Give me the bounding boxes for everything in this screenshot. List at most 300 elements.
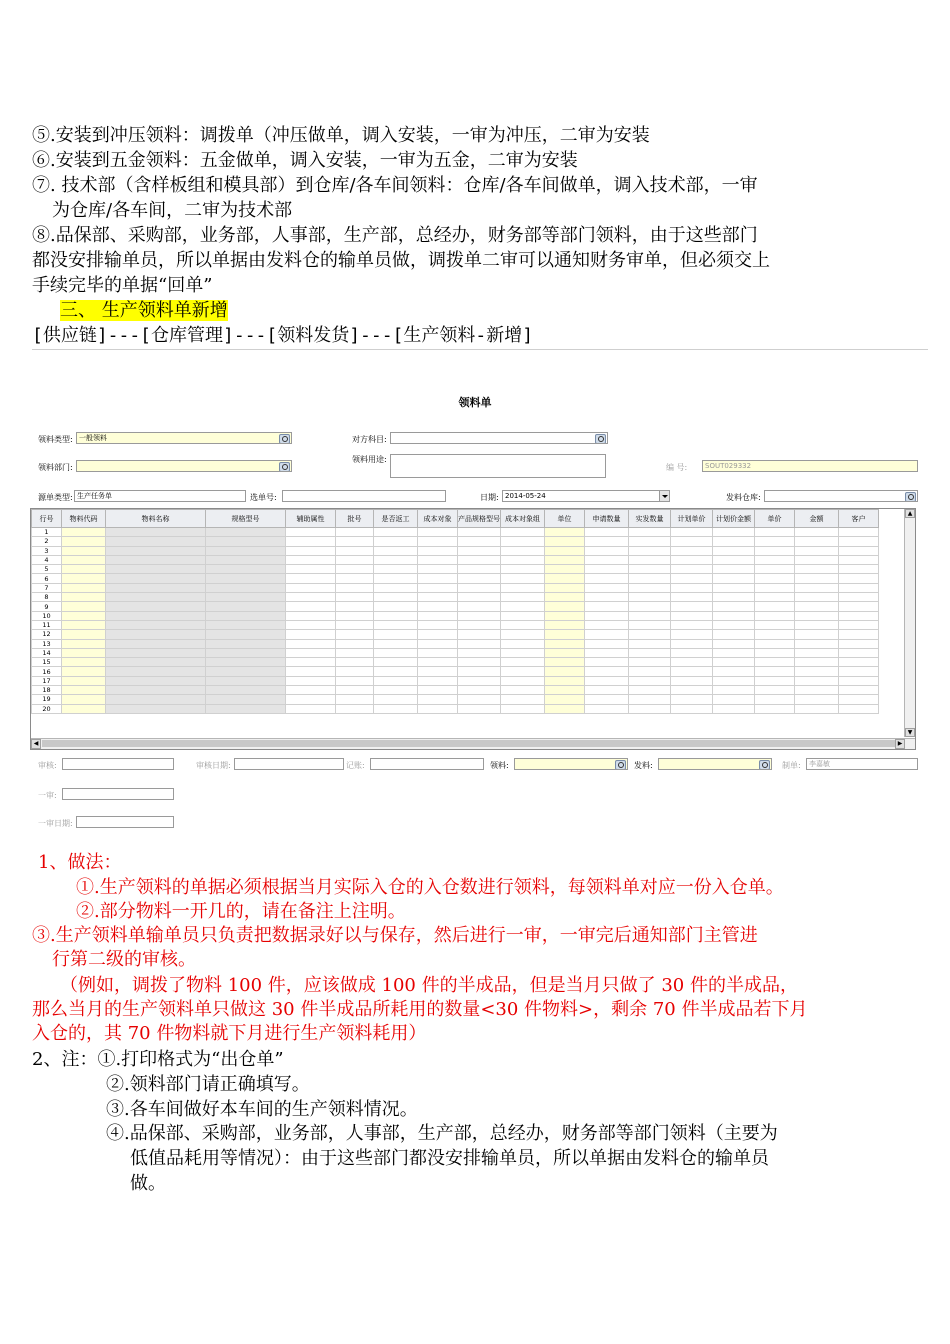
grid-cell[interactable] (713, 528, 755, 537)
grid-cell[interactable] (671, 611, 713, 620)
grid-cell[interactable] (755, 658, 795, 667)
grid-cell[interactable] (795, 676, 839, 685)
column-header[interactable]: 客户 (839, 510, 879, 528)
grid-cell[interactable] (62, 686, 106, 695)
grid-cell[interactable] (545, 620, 585, 629)
grid-cell[interactable] (839, 667, 879, 676)
grid-cell[interactable] (206, 528, 286, 537)
grid-cell[interactable] (62, 620, 106, 629)
grid-cell[interactable] (374, 676, 418, 685)
grid-cell[interactable] (458, 630, 501, 639)
grid-cell[interactable] (106, 704, 206, 713)
grid-cell[interactable] (458, 620, 501, 629)
grid-cell[interactable] (106, 602, 206, 611)
grid-cell[interactable] (671, 602, 713, 611)
grid-cell[interactable] (62, 639, 106, 648)
grid-cell[interactable] (501, 537, 545, 546)
grid-cell[interactable] (839, 630, 879, 639)
grid-cell[interactable] (374, 602, 418, 611)
grid-cell[interactable] (545, 602, 585, 611)
column-header[interactable]: 物料代码 (62, 510, 106, 528)
purpose-field[interactable] (390, 454, 606, 478)
grid-cell[interactable] (336, 537, 374, 546)
grid-cell[interactable] (755, 630, 795, 639)
grid-cell[interactable] (671, 620, 713, 629)
grid-cell[interactable] (374, 639, 418, 648)
grid-cell[interactable] (206, 537, 286, 546)
column-header[interactable]: 成本对象组 (501, 510, 545, 528)
grid-cell[interactable] (755, 574, 795, 583)
grid-cell[interactable] (585, 620, 629, 629)
grid-cell[interactable] (545, 574, 585, 583)
grid-cell[interactable] (106, 639, 206, 648)
grid-cell[interactable] (286, 555, 336, 564)
grid-cell[interactable] (585, 583, 629, 592)
grid-cell[interactable] (62, 555, 106, 564)
grid-cell[interactable] (839, 574, 879, 583)
grid-cell[interactable] (501, 667, 545, 676)
grid-cell[interactable] (755, 602, 795, 611)
grid-cell[interactable] (458, 583, 501, 592)
grid-cell[interactable] (458, 676, 501, 685)
grid-cell[interactable] (585, 537, 629, 546)
grid-cell[interactable] (839, 611, 879, 620)
grid-cell[interactable] (418, 695, 458, 704)
grid-cell[interactable] (755, 555, 795, 564)
grid-cell[interactable] (585, 676, 629, 685)
table-row[interactable] (32, 658, 879, 667)
grid-cell[interactable] (418, 676, 458, 685)
grid-cell[interactable] (713, 620, 755, 629)
grid-cell[interactable] (501, 555, 545, 564)
grid-cell[interactable] (795, 667, 839, 676)
grid-cell[interactable] (62, 695, 106, 704)
horizontal-scrollbar[interactable] (31, 738, 915, 749)
grid-cell[interactable] (839, 528, 879, 537)
grid-cell[interactable] (713, 630, 755, 639)
grid-cell[interactable] (374, 686, 418, 695)
grid-cell[interactable] (106, 667, 206, 676)
grid-cell[interactable] (418, 583, 458, 592)
grid-cell[interactable] (62, 676, 106, 685)
grid-cell[interactable] (839, 695, 879, 704)
table-row[interactable] (32, 546, 879, 555)
grid-cell[interactable] (62, 546, 106, 555)
grid-cell[interactable] (713, 695, 755, 704)
grid-cell[interactable] (418, 593, 458, 602)
grid-cell[interactable] (106, 574, 206, 583)
grid-cell[interactable] (755, 611, 795, 620)
grid-cell[interactable] (106, 648, 206, 657)
column-header[interactable]: 单位 (545, 510, 585, 528)
grid-cell[interactable] (671, 546, 713, 555)
grid-cell[interactable] (795, 593, 839, 602)
grid-cell[interactable] (585, 667, 629, 676)
grid-cell[interactable] (374, 565, 418, 574)
grid-cell[interactable] (106, 695, 206, 704)
grid-cell[interactable] (671, 583, 713, 592)
grid-cell[interactable] (418, 574, 458, 583)
table-row[interactable] (32, 611, 879, 620)
grid-cell[interactable] (106, 537, 206, 546)
grid-cell[interactable] (336, 667, 374, 676)
grid-cell[interactable] (585, 593, 629, 602)
grid-cell[interactable] (585, 611, 629, 620)
grid-cell[interactable] (286, 611, 336, 620)
grid-cell[interactable] (585, 565, 629, 574)
grid-cell[interactable] (286, 574, 336, 583)
grid-cell[interactable] (374, 658, 418, 667)
grid-cell[interactable] (585, 704, 629, 713)
grid-cell[interactable] (106, 583, 206, 592)
column-header[interactable]: 计划价金额 (713, 510, 755, 528)
grid-cell[interactable] (755, 546, 795, 555)
grid-cell[interactable] (106, 658, 206, 667)
grid-cell[interactable] (62, 602, 106, 611)
grid-cell[interactable] (629, 546, 671, 555)
counter-account-field[interactable] (390, 432, 608, 444)
grid-cell[interactable] (501, 630, 545, 639)
grid-cell[interactable] (629, 686, 671, 695)
grid-cell[interactable] (671, 676, 713, 685)
grid-cell[interactable] (374, 667, 418, 676)
grid-cell[interactable] (286, 639, 336, 648)
lookup-icon[interactable] (279, 462, 290, 472)
grid-cell[interactable] (501, 704, 545, 713)
table-row[interactable] (32, 667, 879, 676)
number-field[interactable]: SOUT029332 (702, 460, 918, 472)
grid-cell[interactable] (839, 658, 879, 667)
grid-cell[interactable] (501, 639, 545, 648)
grid-cell[interactable] (839, 583, 879, 592)
grid-cell[interactable] (106, 546, 206, 555)
grid-cell[interactable] (286, 620, 336, 629)
grid-cell[interactable] (336, 593, 374, 602)
grid-cell[interactable] (795, 630, 839, 639)
grid-cell[interactable] (336, 583, 374, 592)
grid-cell[interactable] (795, 704, 839, 713)
grid-cell[interactable] (671, 574, 713, 583)
grid-cell[interactable] (336, 704, 374, 713)
grid-cell[interactable] (585, 602, 629, 611)
grid-cell[interactable] (501, 658, 545, 667)
grid-cell[interactable] (585, 695, 629, 704)
table-row[interactable] (32, 528, 879, 537)
grid-cell[interactable] (629, 630, 671, 639)
scroll-down-icon[interactable]: ▼ (905, 728, 915, 737)
table-row[interactable] (32, 620, 879, 629)
grid-cell[interactable] (286, 528, 336, 537)
grid-cell[interactable] (545, 667, 585, 676)
grid-cell[interactable] (374, 574, 418, 583)
grid-cell[interactable] (671, 528, 713, 537)
grid-cell[interactable] (62, 704, 106, 713)
table-row[interactable] (32, 537, 879, 546)
grid-cell[interactable] (755, 639, 795, 648)
grid-cell[interactable] (286, 537, 336, 546)
grid-cell[interactable] (206, 658, 286, 667)
grid-cell[interactable] (545, 704, 585, 713)
grid-cell[interactable] (501, 695, 545, 704)
grid-cell[interactable] (795, 583, 839, 592)
grid-cell[interactable] (755, 593, 795, 602)
grid-cell[interactable] (629, 639, 671, 648)
grid-cell[interactable] (458, 704, 501, 713)
grid-cell[interactable] (206, 555, 286, 564)
grid-cell[interactable] (62, 630, 106, 639)
grid-cell[interactable] (545, 639, 585, 648)
grid-cell[interactable] (545, 593, 585, 602)
grid-cell[interactable] (545, 611, 585, 620)
column-header[interactable]: 辅助属性 (286, 510, 336, 528)
grid-cell[interactable] (585, 555, 629, 564)
table-row[interactable] (32, 583, 879, 592)
vertical-scrollbar[interactable] (904, 509, 915, 737)
grid-cell[interactable] (671, 565, 713, 574)
grid-cell[interactable] (545, 648, 585, 657)
grid-cell[interactable] (286, 676, 336, 685)
grid-cell[interactable] (755, 686, 795, 695)
table-row[interactable] (32, 555, 879, 564)
grid-cell[interactable] (286, 602, 336, 611)
grid-cell[interactable] (713, 593, 755, 602)
grid-cell[interactable] (206, 686, 286, 695)
grid-cell[interactable] (206, 630, 286, 639)
date-field[interactable] (502, 490, 670, 502)
grid-cell[interactable] (713, 686, 755, 695)
grid-cell[interactable] (458, 546, 501, 555)
grid-cell[interactable] (374, 537, 418, 546)
grid-cell[interactable] (336, 658, 374, 667)
grid-cell[interactable] (755, 528, 795, 537)
grid-cell[interactable] (545, 686, 585, 695)
grid-cell[interactable] (106, 676, 206, 685)
grid-cell[interactable] (418, 546, 458, 555)
grid-cell[interactable] (418, 602, 458, 611)
grid-cell[interactable] (839, 620, 879, 629)
grid-cell[interactable] (755, 583, 795, 592)
grid-cell[interactable] (545, 583, 585, 592)
lookup-icon[interactable] (595, 434, 606, 444)
grid-cell[interactable] (374, 528, 418, 537)
grid-cell[interactable] (106, 565, 206, 574)
grid-cell[interactable] (629, 676, 671, 685)
column-header[interactable]: 行号 (32, 510, 62, 528)
grid-cell[interactable] (839, 565, 879, 574)
grid-cell[interactable] (545, 555, 585, 564)
grid-cell[interactable] (839, 546, 879, 555)
grid-cell[interactable] (501, 593, 545, 602)
grid-cell[interactable] (374, 555, 418, 564)
grid-cell[interactable] (286, 686, 336, 695)
scroll-up-icon[interactable]: ▲ (905, 509, 915, 518)
grid-cell[interactable] (501, 546, 545, 555)
grid-cell[interactable] (629, 528, 671, 537)
grid-cell[interactable] (286, 565, 336, 574)
table-row[interactable] (32, 704, 879, 713)
grid-cell[interactable] (62, 667, 106, 676)
grid-cell[interactable] (458, 528, 501, 537)
grid-cell[interactable] (585, 528, 629, 537)
grid-cell[interactable] (336, 546, 374, 555)
grid-cell[interactable] (629, 537, 671, 546)
grid-cell[interactable] (585, 648, 629, 657)
grid-cell[interactable] (671, 630, 713, 639)
grid-cell[interactable] (374, 546, 418, 555)
grid-cell[interactable] (795, 574, 839, 583)
grid-cell[interactable] (629, 565, 671, 574)
grid-cell[interactable] (458, 639, 501, 648)
grid-cell[interactable] (713, 611, 755, 620)
table-row[interactable] (32, 593, 879, 602)
column-header[interactable]: 实发数量 (629, 510, 671, 528)
grid-cell[interactable] (336, 648, 374, 657)
column-header[interactable]: 申请数量 (585, 510, 629, 528)
first-review-date-field[interactable] (76, 816, 174, 828)
grid-cell[interactable] (206, 602, 286, 611)
grid-cell[interactable] (206, 593, 286, 602)
grid-cell[interactable] (671, 648, 713, 657)
grid-cell[interactable] (839, 648, 879, 657)
grid-cell[interactable] (629, 658, 671, 667)
grid-cell[interactable] (629, 593, 671, 602)
grid-cell[interactable] (501, 676, 545, 685)
grid-cell[interactable] (106, 611, 206, 620)
column-header[interactable]: 是否返工 (374, 510, 418, 528)
dept-field[interactable] (76, 460, 292, 472)
issuer-field[interactable] (658, 758, 772, 770)
grid-cell[interactable] (795, 658, 839, 667)
column-header[interactable]: 金额 (795, 510, 839, 528)
column-header[interactable]: 成本对象 (418, 510, 458, 528)
lookup-icon[interactable] (759, 760, 770, 770)
grid-cell[interactable] (839, 704, 879, 713)
grid-cell[interactable] (713, 658, 755, 667)
grid-cell[interactable] (713, 667, 755, 676)
grid-cell[interactable] (713, 574, 755, 583)
grid-cell[interactable] (839, 602, 879, 611)
grid-cell[interactable] (374, 583, 418, 592)
table-row[interactable] (32, 695, 879, 704)
grid-cell[interactable] (795, 537, 839, 546)
grid-cell[interactable] (418, 555, 458, 564)
grid-cell[interactable] (418, 658, 458, 667)
grid-cell[interactable] (839, 555, 879, 564)
grid-cell[interactable] (671, 686, 713, 695)
grid-cell[interactable] (286, 630, 336, 639)
maker-field[interactable]: 李嘉敏 (806, 758, 918, 770)
grid-cell[interactable] (545, 695, 585, 704)
grid-cell[interactable] (206, 565, 286, 574)
grid-cell[interactable] (585, 639, 629, 648)
grid-cell[interactable] (206, 546, 286, 555)
grid-cell[interactable] (458, 611, 501, 620)
grid-cell[interactable] (458, 695, 501, 704)
grid-cell[interactable] (106, 630, 206, 639)
auditor-field[interactable] (62, 758, 174, 770)
grid-cell[interactable] (62, 658, 106, 667)
grid-cell[interactable] (336, 695, 374, 704)
grid-cell[interactable] (336, 620, 374, 629)
grid-cell[interactable] (418, 639, 458, 648)
grid-cell[interactable] (713, 555, 755, 564)
grid-cell[interactable] (418, 686, 458, 695)
grid-cell[interactable] (206, 620, 286, 629)
grid-cell[interactable] (286, 593, 336, 602)
grid-cell[interactable] (629, 620, 671, 629)
audit-date-field[interactable] (234, 758, 344, 770)
column-header[interactable]: 规格型号 (206, 510, 286, 528)
grid-cell[interactable] (458, 574, 501, 583)
grid-cell[interactable] (839, 639, 879, 648)
grid-cell[interactable] (795, 546, 839, 555)
grid-cell[interactable] (795, 648, 839, 657)
grid-cell[interactable] (336, 639, 374, 648)
grid-cell[interactable] (106, 620, 206, 629)
grid-cell[interactable] (671, 537, 713, 546)
grid-cell[interactable] (206, 611, 286, 620)
grid-cell[interactable] (839, 676, 879, 685)
grid-cell[interactable] (418, 565, 458, 574)
grid-cell[interactable] (755, 620, 795, 629)
grid-cell[interactable] (795, 611, 839, 620)
grid-cell[interactable] (458, 667, 501, 676)
grid-cell[interactable] (795, 555, 839, 564)
grid-cell[interactable] (501, 686, 545, 695)
grid-cell[interactable] (418, 611, 458, 620)
grid-cell[interactable] (286, 546, 336, 555)
grid-cell[interactable] (374, 593, 418, 602)
chevron-down-icon[interactable] (659, 491, 669, 501)
grid-cell[interactable] (839, 686, 879, 695)
table-row[interactable] (32, 676, 879, 685)
table-row[interactable] (32, 602, 879, 611)
grid-cell[interactable] (286, 583, 336, 592)
grid-cell[interactable] (458, 537, 501, 546)
grid-cell[interactable] (545, 528, 585, 537)
grid-cell[interactable] (795, 528, 839, 537)
grid-cell[interactable] (713, 639, 755, 648)
grid-cell[interactable] (336, 602, 374, 611)
grid-cell[interactable] (374, 695, 418, 704)
grid-cell[interactable] (286, 648, 336, 657)
type-field[interactable] (76, 432, 292, 444)
grid-cell[interactable] (286, 704, 336, 713)
grid-cell[interactable] (418, 537, 458, 546)
grid-cell[interactable] (336, 676, 374, 685)
grid-cell[interactable] (206, 695, 286, 704)
grid-cell[interactable] (755, 704, 795, 713)
grid-cell[interactable] (62, 565, 106, 574)
grid-cell[interactable] (62, 583, 106, 592)
grid-cell[interactable] (206, 667, 286, 676)
scroll-thumb[interactable] (42, 740, 902, 747)
grid-cell[interactable] (458, 555, 501, 564)
grid-cell[interactable] (206, 676, 286, 685)
lookup-icon[interactable] (615, 760, 626, 770)
grid-cell[interactable] (713, 602, 755, 611)
grid-cell[interactable] (629, 667, 671, 676)
grid-cell[interactable] (795, 686, 839, 695)
grid-cell[interactable] (62, 537, 106, 546)
grid-cell[interactable] (336, 565, 374, 574)
grid-cell[interactable] (585, 686, 629, 695)
grid-cell[interactable] (336, 555, 374, 564)
grid-cell[interactable] (501, 620, 545, 629)
grid-cell[interactable] (755, 565, 795, 574)
grid-cell[interactable] (671, 555, 713, 564)
grid-cell[interactable] (839, 537, 879, 546)
